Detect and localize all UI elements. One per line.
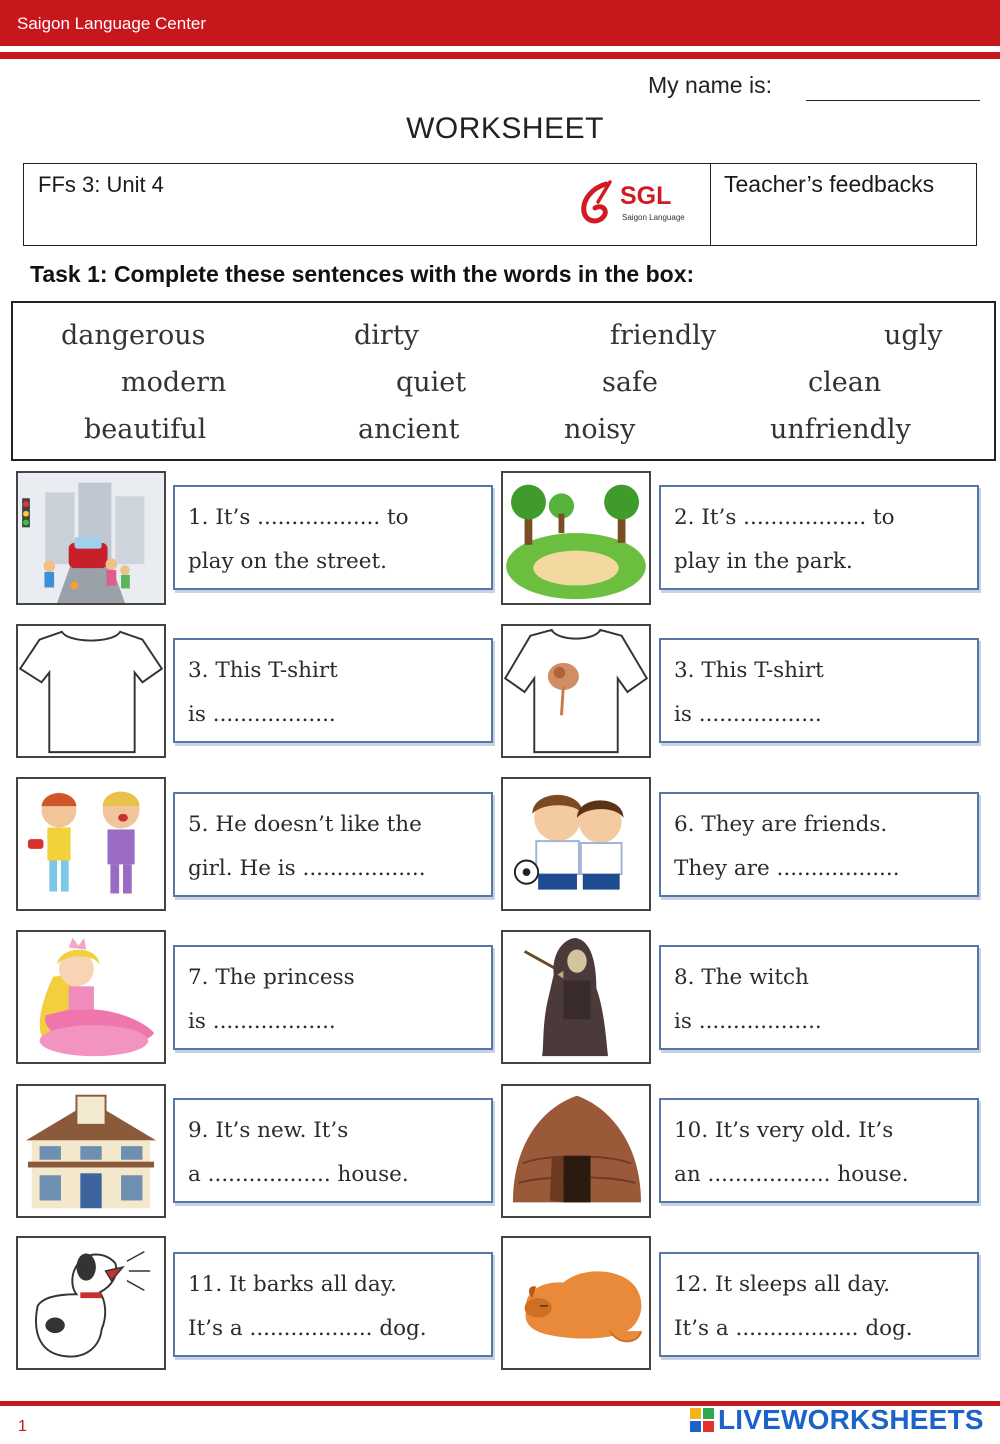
word-bank-word[interactable]: clean	[808, 367, 882, 398]
question-line: 7. The princess	[188, 965, 355, 990]
word-bank-word[interactable]: friendly	[610, 320, 717, 351]
word-bank	[11, 301, 996, 461]
question-line: a .................. house.	[188, 1162, 409, 1187]
barking-dog-image	[16, 1236, 166, 1370]
new-house-image	[16, 1084, 166, 1218]
park-image	[501, 471, 651, 605]
word-bank-word[interactable]: dirty	[354, 320, 419, 351]
question-line: play on the street.	[188, 549, 387, 574]
sleeping-dog-image	[501, 1236, 651, 1370]
street-traffic-image	[16, 471, 166, 605]
info-table	[23, 163, 977, 246]
teacher-feedback-label: Teacher’s feedbacks	[724, 171, 935, 197]
question-line: an .................. house.	[674, 1162, 909, 1187]
friends-image	[501, 777, 651, 911]
center-name: Saigon Language Center	[17, 14, 207, 33]
liveworksheets-wordmark: LIVEWORKSHEETS	[718, 1404, 984, 1435]
header-bar	[0, 0, 1000, 46]
question-line: 6. They are friends.	[674, 812, 888, 837]
question-box-3[interactable]	[173, 638, 493, 743]
question-line: is ..................	[188, 702, 336, 727]
word-bank-word[interactable]: ancient	[358, 414, 460, 445]
question-box-11[interactable]	[173, 1252, 493, 1357]
question-box-4[interactable]	[659, 638, 979, 743]
crying-kids-image	[16, 777, 166, 911]
question-line: is ..................	[674, 1009, 822, 1034]
name-label: My name is:	[648, 72, 772, 98]
question-line: 10. It’s very old. It’s	[674, 1118, 894, 1143]
question-line: 2. It’s .................. to	[674, 505, 895, 530]
question-line: 5. He doesn’t like the	[188, 812, 422, 837]
question-line: 12. It sleeps all day.	[674, 1272, 891, 1297]
page-number: 1	[18, 1418, 27, 1435]
question-line: 3. This T-shirt	[188, 658, 338, 683]
sgl-swoosh-icon	[578, 180, 618, 228]
word-bank-word[interactable]: unfriendly	[770, 414, 911, 445]
word-bank-word[interactable]: modern	[121, 367, 227, 398]
word-bank-word[interactable]: safe	[602, 367, 658, 398]
column-divider	[710, 164, 711, 245]
clean-tshirt-image	[16, 624, 166, 758]
word-bank-word[interactable]: dangerous	[61, 320, 206, 351]
question-box-7[interactable]	[173, 945, 493, 1050]
logo-subtext: Saigon Language	[622, 213, 685, 222]
word-bank-word[interactable]: quiet	[396, 367, 467, 398]
question-line: play in the park.	[674, 549, 853, 574]
dirty-tshirt-image	[501, 624, 651, 758]
liveworksheets-icon	[690, 1408, 714, 1432]
princess-image	[16, 930, 166, 1064]
question-line: 9. It’s new. It’s	[188, 1118, 349, 1143]
question-box-1[interactable]	[173, 485, 493, 590]
question-box-12[interactable]	[659, 1252, 979, 1357]
question-line: They are ..................	[674, 856, 900, 881]
question-box-10[interactable]	[659, 1098, 979, 1203]
unit-label: FFs 3: Unit 4	[38, 172, 164, 197]
question-box-2[interactable]	[659, 485, 979, 590]
question-line: It’s a .................. dog.	[188, 1316, 427, 1341]
witch-image	[501, 930, 651, 1064]
word-bank-word[interactable]: noisy	[564, 414, 636, 445]
question-box-9[interactable]	[173, 1098, 493, 1203]
question-line: is ..................	[188, 1009, 336, 1034]
question-line: 8. The witch	[674, 965, 809, 990]
question-line: 1. It’s .................. to	[188, 505, 409, 530]
word-bank-word[interactable]: beautiful	[84, 414, 207, 445]
question-box-5[interactable]	[173, 792, 493, 897]
worksheet-title: WORKSHEET	[406, 112, 604, 145]
name-input-line[interactable]	[806, 100, 980, 101]
question-line: 11. It barks all day.	[188, 1272, 397, 1297]
sgl-logo	[578, 180, 698, 230]
old-hut-image	[501, 1084, 651, 1218]
question-line: 3. This T-shirt	[674, 658, 824, 683]
logo-text: SGL	[620, 182, 672, 210]
task-title: Task 1: Complete these sentences with the words in the box:	[30, 261, 695, 287]
question-line: is ..................	[674, 702, 822, 727]
question-line: It’s a .................. dog.	[674, 1316, 913, 1341]
word-bank-word[interactable]: ugly	[884, 320, 943, 351]
question-box-6[interactable]	[659, 792, 979, 897]
header-divider	[0, 52, 1000, 59]
question-line: girl. He is ..................	[188, 856, 426, 881]
question-box-8[interactable]	[659, 945, 979, 1050]
